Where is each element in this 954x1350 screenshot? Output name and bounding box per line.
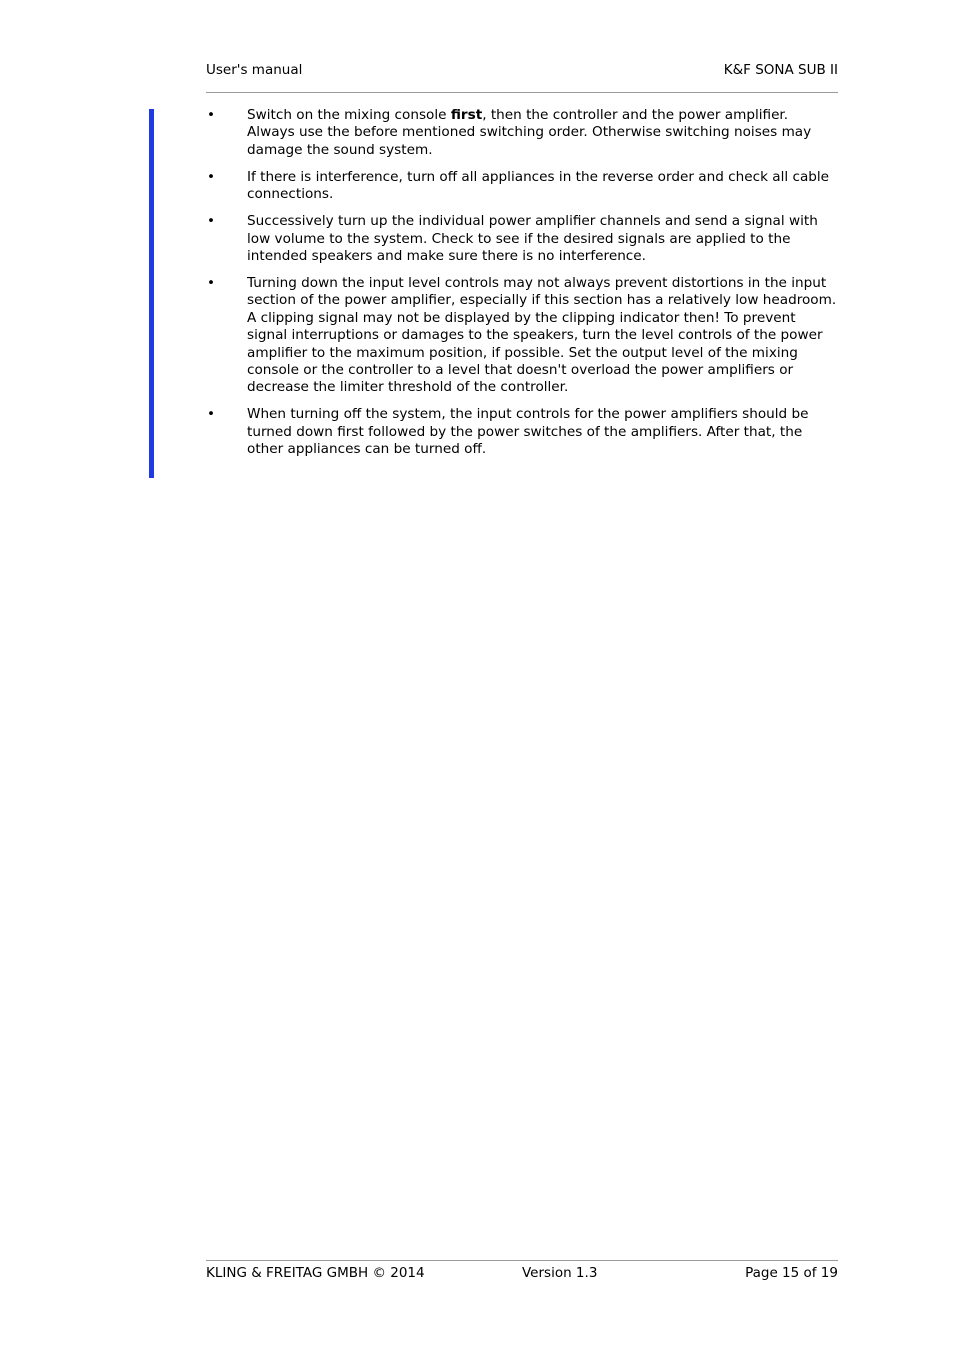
main-content [206, 107, 840, 468]
list-item [206, 406, 840, 458]
bullet-list [206, 107, 840, 459]
bullet-icon: • [207, 406, 216, 423]
footer-version: Version 1.3 [522, 1265, 598, 1281]
bullet-icon: • [207, 213, 216, 230]
bullet-icon: • [207, 275, 216, 292]
list-item [206, 107, 840, 159]
list-item [206, 213, 840, 265]
list-item-text: When turning off the system, the input controls for the power amplifiers should be turned down first followed by the power switches of the amplifiers. After that, the other appliances can be turned off. [247, 406, 809, 458]
header-product-name: K&F SONA SUB II [723, 62, 838, 78]
list-item-text: Switch on the mixing console first, then the controller and the power amplifier. Always use the before mentioned switching order. Otherwise switching noises may damage the sound system. [247, 107, 812, 158]
change-bar [149, 109, 154, 478]
list-item-text: If there is interference, turn off all appliances in the reverse order and check all cable connections. [247, 168, 830, 203]
list-item [206, 275, 840, 397]
header-document-type: User's manual [206, 62, 303, 78]
page-header [206, 62, 838, 93]
emphasis-first: first [450, 107, 483, 123]
bullet-icon: • [207, 107, 216, 123]
list-item-text: Turning down the input level controls may not always prevent distortions in the input section of the power amplifier, especially if this section has a relatively low headroom. A clipping signal may not be displayed by the clipping indicator then! To prevent signal interruptions or damages to the speakers, turn the level controls of the power amplifier to the maximum position, if possible. Set the output level of the mixing console or the controller to a level that doesn't overload the power amplifiers or decrease the limiter threshold of the controller. [247, 275, 837, 396]
footer-page-number: Page 15 of 19 [745, 1265, 838, 1281]
page-footer [206, 1260, 838, 1287]
list-item [206, 169, 840, 204]
bullet-icon: • [207, 168, 216, 185]
footer-copyright: KLING & FREITAG GMBH © 2014 [206, 1265, 425, 1281]
list-item-text: Successively turn up the individual power amplifier channels and send a signal with low volume to the system. Check to see if the desired signals are applied to the intended speakers and make sure there is no interference. [247, 213, 818, 265]
